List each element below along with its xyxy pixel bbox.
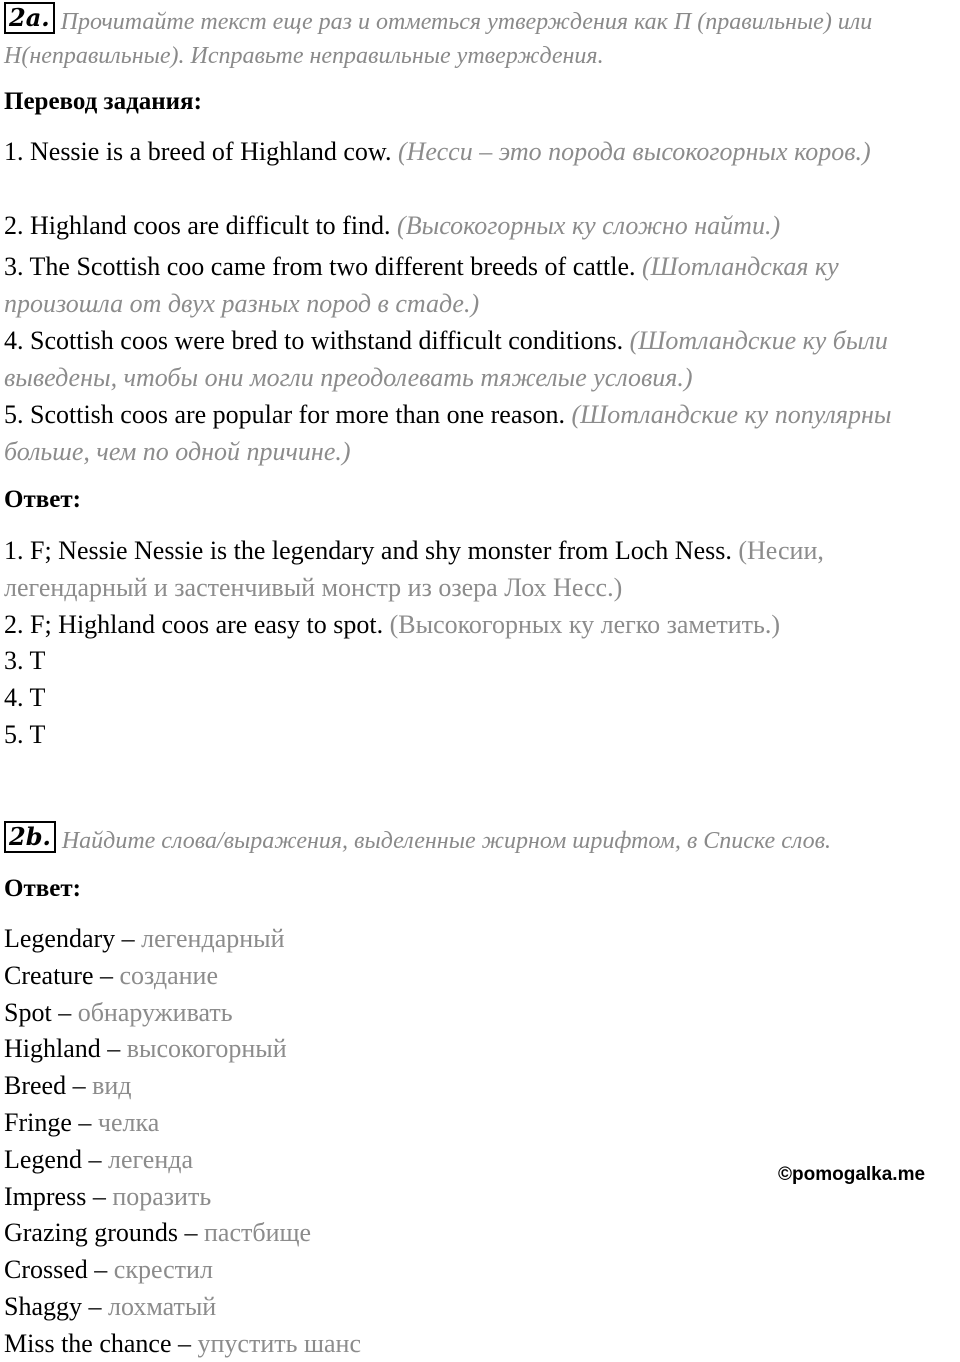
word-list-item [4, 994, 956, 1031]
word-list-item [4, 1104, 956, 1141]
word-translation: создание [119, 960, 218, 990]
word-translation: пастбище [204, 1218, 312, 1248]
answer-3: 3. T [4, 646, 46, 675]
word-dash: – [121, 924, 135, 953]
answer-5: 5. T [4, 720, 46, 749]
word-translation: обнаруживать [77, 997, 233, 1027]
watermark: ©pomogalka.me [778, 1164, 926, 1185]
statement-3: 3. The Scottish coo came from two different breeds of cattle. (Шотландская ку произошла от двух разных пород в стаде.) [4, 252, 839, 318]
word-dash: – [100, 960, 114, 990]
statement-1: 1. Nessie is a breed of Highland cow. (Несси – это порода высокогорных коров.) [4, 137, 871, 166]
statement-4: 4. Scottish coos were bred to withstand difficult conditions. (Шотландские ку были выведены, чтобы они могли преодолевать тяжелые условия.) [4, 326, 888, 392]
word-term: Creature [4, 960, 94, 990]
translation-heading: Перевод задания: [4, 88, 202, 115]
statement-5: 5. Scottish coos are popular for more than one reason. (Шотландские ку популярны больше, чем по одной причине.) [4, 400, 892, 466]
word-list-item [4, 1288, 956, 1325]
word-translation: высокогорный [126, 1034, 287, 1064]
word-term: Legend [4, 1144, 82, 1174]
task-2b-header [4, 821, 952, 858]
word-translation: упустить шанс [197, 1328, 361, 1358]
task-2a-instruction: Прочитайте текст еще раз и отметься утверждения как П (правильные) или Н(неправильные). Исправьте неправильные утверждения. [4, 9, 873, 69]
word-term: Shaggy [4, 1292, 82, 1321]
word-translation: легендарный [141, 924, 285, 953]
word-dash: – [184, 1218, 198, 1248]
word-translation: легенда [107, 1144, 194, 1174]
word-term: Breed [4, 1071, 67, 1101]
word-translation: поразить [112, 1181, 212, 1211]
word-term: Fringe [4, 1108, 72, 1137]
word-term: Grazing grounds [4, 1218, 179, 1248]
word-dash: – [92, 1181, 106, 1211]
word-dash: – [107, 1034, 121, 1064]
statement-2: 2. Highland coos are difficult to find. (Высокогорных ку сложно найти.) [4, 211, 781, 240]
word-list-item [4, 920, 956, 957]
word-list-item [4, 1251, 956, 1288]
word-list-item [4, 1067, 956, 1104]
word-list-item [4, 957, 956, 994]
word-dash: – [58, 997, 72, 1027]
answer-1: 1. F; Nessie Nessie is the legendary and shy monster from Loch Ness. (Несии, легендарный и застенчивый монстр из озера Лох Несс.) [4, 536, 824, 602]
task-2a-header [4, 2, 952, 73]
word-term: Impress [4, 1181, 87, 1211]
word-translation: лохматый [108, 1292, 217, 1321]
answer-heading-2a: Ответ: [4, 486, 81, 513]
word-dash: – [94, 1255, 108, 1285]
answer-2: 2. F; Highland coos are easy to spot. (Высокогорных ку легко заметить.) [4, 610, 781, 639]
word-translation: челка [97, 1108, 160, 1137]
word-translation: вид [92, 1071, 132, 1101]
answer-heading-2b: Ответ: [4, 875, 81, 902]
word-dash: – [72, 1071, 86, 1101]
word-dash: – [78, 1108, 92, 1137]
word-list-item [4, 1325, 956, 1362]
word-list-item [4, 1030, 956, 1067]
answer-4: 4. T [4, 683, 46, 712]
word-dash: – [178, 1328, 192, 1358]
word-translation: скрестил [113, 1255, 213, 1285]
word-term: Legendary [4, 924, 116, 953]
word-list-item [4, 1214, 956, 1251]
word-dash: – [88, 1144, 102, 1174]
word-term: Highland [4, 1034, 101, 1064]
task-2b-instruction: Найдите слова/выражения, выделенные жирном шрифтом, в Списке слов. [61, 828, 832, 854]
word-term: Miss the chance [4, 1328, 172, 1358]
task-2a-number: 2a. [4, 2, 55, 34]
word-term: Crossed [4, 1255, 88, 1285]
word-term: Spot [4, 997, 52, 1027]
word-dash: – [88, 1292, 102, 1321]
task-2b-number: 2b. [4, 821, 56, 853]
